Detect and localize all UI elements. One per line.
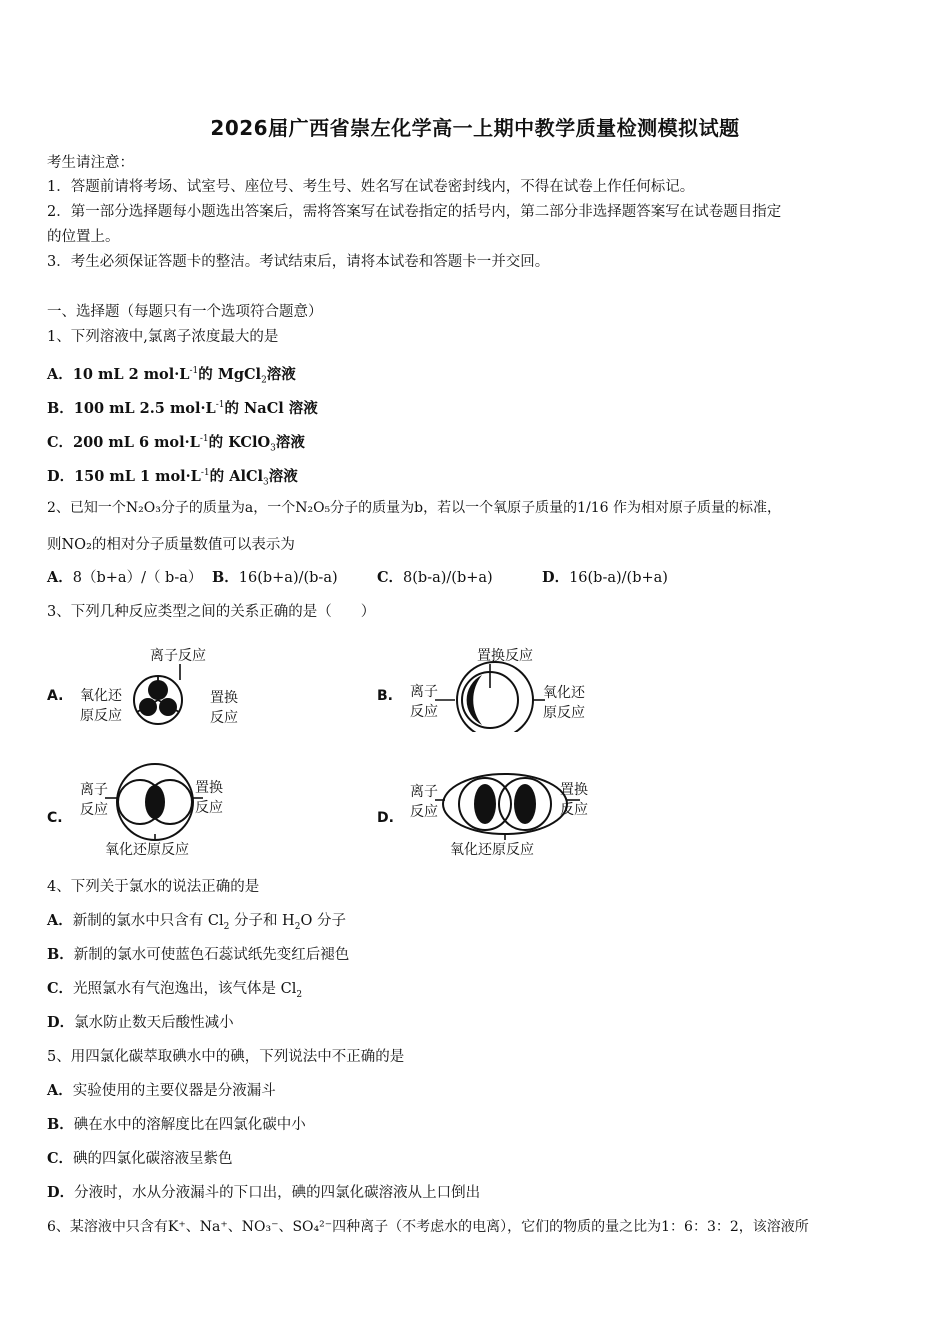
q2-option-c: C．8(b-a)/(b+a) [377,569,493,586]
notice-item-1: 1．答题前请将考场、试室号、座位号、考生号、姓名写在试卷密封线内，不得在试卷上作任何标记。 [47,179,695,195]
diagram-a-top-label: 离子反应 [150,648,206,664]
diagram-c-left-label-1: 离子 [80,782,108,798]
q4-option-a: A．新制的氯水中只含有 $Cl_2$ 分子和 $H_2O$ 分子 [47,912,346,932]
q1-option-d: D．150 mL 1 $mol\cdot L^{-1}$的 AlCl$_3$溶液 [47,467,298,488]
diagram-b-left-label-2: 反应 [410,704,438,720]
q3-stem: 3、下列几种反应类型之间的关系正确的是（ ） [47,604,376,620]
q1-option-c: C．200 mL 6 $mol\cdot L^{-1}$的 KClO$_3$溶液 [47,433,305,454]
notice-item-2-cont: 的位置上。 [47,229,120,245]
diagram-c-right-label-1: 置换 [195,780,223,796]
q3-option-c-label: C. [47,810,63,826]
q5-stem: 5、用四氯化碳萃取碘水中的碘，下列说法中不正确的是 [47,1049,405,1065]
q2-stem-line1: 2、已知一个N₂O₃分子的质量为a，一个N₂O₅分子的质量为b，若以一个氧原子质量的1/16 作为相对原子质量的标准， [47,500,782,516]
q2-option-a: A．8（b+a）/（ b-a） [47,569,203,586]
diagram-a-right-label-1: 置换 [210,690,238,706]
q2-option-d: D．16(b-a)/(b+a) [542,569,668,586]
diagram-d-left-label-2: 反应 [410,804,438,820]
q1-stem: 1、下列溶液中,氯离子浓度最大的是 [47,329,279,345]
diagram-a-right-label-2: 反应 [210,710,238,726]
q2-option-b: B．16(b+a)/(b-a) [212,569,338,586]
diagram-c-right-label-2: 反应 [195,800,223,816]
diagram-a-left-label-2: 原反应 [80,708,122,724]
q3-option-d-label: D. [377,810,394,826]
q3-diagram-a [75,640,255,732]
q3-option-a-label: A. [47,688,64,704]
q5-option-d: D．分液时，水从分液漏斗的下口出，碘的四氯化碳溶液从上口倒出 [47,1184,481,1201]
diagram-b-right-label-2: 原反应 [543,705,585,721]
q3-diagram-c [75,762,265,862]
q3-diagram-b [405,640,605,732]
q5-option-c: C．碘的四氯化碳溶液呈紫色 [47,1150,233,1167]
diagram-d-right-label-2: 反应 [560,802,588,818]
notice-item-3: 3．考生必须保证答题卡的整洁。考试结束后，请将本试卷和答题卡一并交回。 [47,254,550,270]
diagram-c-left-label-2: 反应 [80,802,108,818]
q2-stem-line2: 则NO₂的相对分子质量数值可以表示为 [47,537,295,553]
q4-option-b: B．新制的氯水可使蓝色石蕊试纸先变红后褪色 [47,946,350,963]
q4-stem: 4、下列关于氯水的说法正确的是 [47,879,260,895]
diagram-d-left-label-1: 离子 [410,784,438,800]
notice-item-2: 2．第一部分选择题每小题选出答案后，需将答案写在试卷指定的括号内，第二部分非选择题答案写在试卷题目指定 [47,204,782,220]
q5-option-a: A．实验使用的主要仪器是分液漏斗 [47,1082,276,1099]
q3-option-b-label: B. [377,688,393,704]
q3-diagram-d [405,762,615,862]
q1-option-b: B．100 mL 2.5 $mol\cdot L^{-1}$的 NaCl 溶液 [47,399,318,417]
diagram-a-left-label-1: 氧化还 [80,688,122,704]
diagram-b-right-label-1: 氧化还 [543,685,585,701]
notice-heading: 考生请注意： [47,155,134,171]
q5-option-b: B．碘在水中的溶解度比在四氯化碳中小 [47,1116,306,1133]
q4-option-c: C．光照氯水有气泡逸出，该气体是 $Cl_2$ [47,980,303,1000]
diagram-b-left-label-1: 离子 [410,684,438,700]
diagram-c-bottom-label: 氧化还原反应 [105,842,189,858]
section-heading: 一、选择题（每题只有一个选项符合题意） [47,304,323,320]
page-title: 2026届广西省崇左化学高一上期中教学质量检测模拟试题 [210,116,740,140]
q1-option-a: A．10 mL 2 $mol\cdot L^{-1}$的 MgCl$_2$溶液 [47,365,296,386]
diagram-d-bottom-label: 氧化还原反应 [450,842,534,858]
q4-option-d: D．氯水防止数天后酸性减小 [47,1014,234,1031]
diagram-d-right-label-1: 置换 [560,782,588,798]
q6-stem: 6、某溶液中只含有K⁺、Na⁺、NO₃⁻、SO₄²⁻四种离子（不考虑水的电离），它们的物质的量之比为1：6：3：2，该溶液所 [47,1219,809,1235]
diagram-b-top-label: 置换反应 [477,648,533,664]
